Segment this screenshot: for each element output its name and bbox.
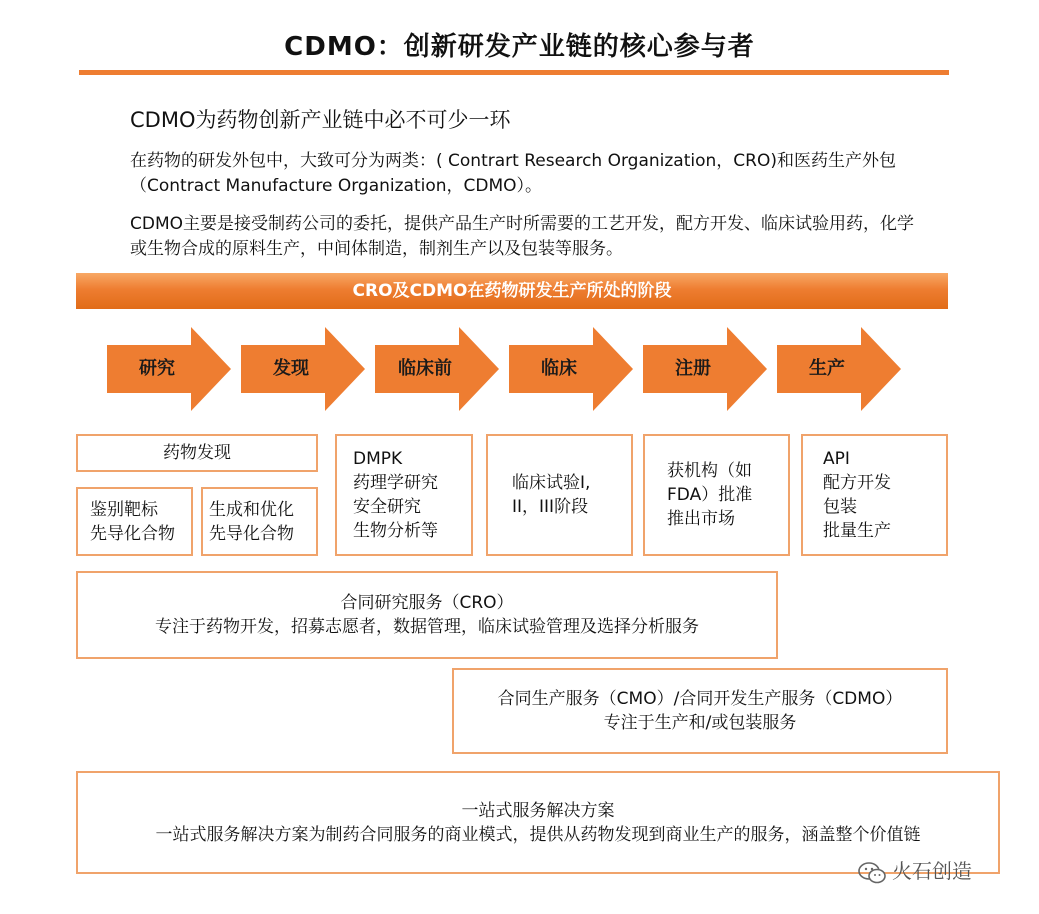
clinical-box [486, 434, 633, 556]
box-line: 先导化合物 [209, 523, 294, 544]
watermark-text: 火石创造 [892, 859, 972, 883]
box-line: 获机构（如 [667, 461, 752, 481]
stage-label: 生产 [809, 358, 845, 379]
section-subtitle: CDMO为药物创新产业链中必不可少一环 [130, 108, 511, 132]
cro-description: 专注于药物开发，招募志愿者，数据管理，临床试验管理及选择分析服务 [155, 617, 699, 637]
stage-label: 临床前 [398, 358, 452, 379]
box-line: 临床试验I, [512, 473, 591, 493]
box-line: 安全研究 [353, 497, 421, 517]
stage-arrow-research [107, 327, 231, 411]
box-line: 推出市场 [667, 509, 735, 529]
box-line: 生物分析等 [353, 521, 438, 541]
cdmo-title: 合同生产服务（CMO）/合同开发生产服务（CDMO） [497, 689, 903, 709]
drug-discovery-label: 药物发现 [163, 443, 231, 463]
preclinical-box [335, 434, 473, 556]
box-line: 包装 [823, 497, 857, 517]
stage-banner: CRO及CDMO在药物研发生产所处的阶段 [76, 273, 948, 309]
cro-title: 合同研究服务（CRO） [340, 593, 514, 613]
intro-paragraph: 在药物的研发外包中，大致可分为两类：( Contrart Research Organization，CRO)和医药生产外包（Contract Manufacture Organization，CDMO）。 [130, 151, 896, 196]
stage-arrow-discovery [241, 327, 365, 411]
box-line: DMPK [353, 449, 403, 469]
box-line: 生成和优化 [209, 499, 294, 520]
drug-discovery-box [76, 434, 318, 472]
stage-label: 研究 [139, 358, 175, 379]
box-line: 先导化合物 [90, 523, 175, 544]
box-line: 批量生产 [823, 521, 891, 541]
stage-label: 发现 [273, 358, 309, 379]
stage-arrow-registration [643, 327, 767, 411]
box-line: 药理学研究 [353, 473, 438, 493]
box-line: 鉴别靶标 [90, 499, 158, 520]
wechat-icon [858, 862, 886, 884]
stage-arrow-preclinical [375, 327, 499, 411]
stage-label: 临床 [541, 358, 577, 379]
cdmo-description: 专注于生产和/或包装服务 [603, 713, 797, 733]
page-title: CDMO：创新研发产业链的核心参与者 [284, 32, 755, 62]
cdmo-paragraph: CDMO主要是接受制药公司的委托，提供产品生产时所需要的工艺开发，配方开发、临床试验用药，化学或生物合成的原料生产，中间体制造，制剂生产以及包装等服务。 [130, 214, 915, 259]
stage-arrow-production [777, 327, 901, 411]
box-line: II，III阶段 [512, 497, 589, 517]
registration-box [643, 434, 790, 556]
target-identification-box [76, 487, 193, 556]
stage-label: 注册 [675, 358, 711, 379]
title-divider [79, 70, 949, 75]
box-line: 配方开发 [823, 473, 891, 493]
box-line: API [823, 449, 850, 469]
production-box [801, 434, 948, 556]
cro-service-box [76, 571, 778, 659]
stage-arrow-clinical [509, 327, 633, 411]
one-stop-description: 一站式服务解决方案为制药合同服务的商业模式，提供从药物发现到商业生产的服务，涵盖整个价值链 [155, 824, 921, 845]
lead-optimization-box [201, 487, 318, 556]
one-stop-title: 一站式服务解决方案 [461, 800, 615, 821]
cdmo-service-box [452, 668, 948, 754]
box-line: FDA）批准 [667, 485, 753, 505]
watermark [858, 855, 972, 884]
